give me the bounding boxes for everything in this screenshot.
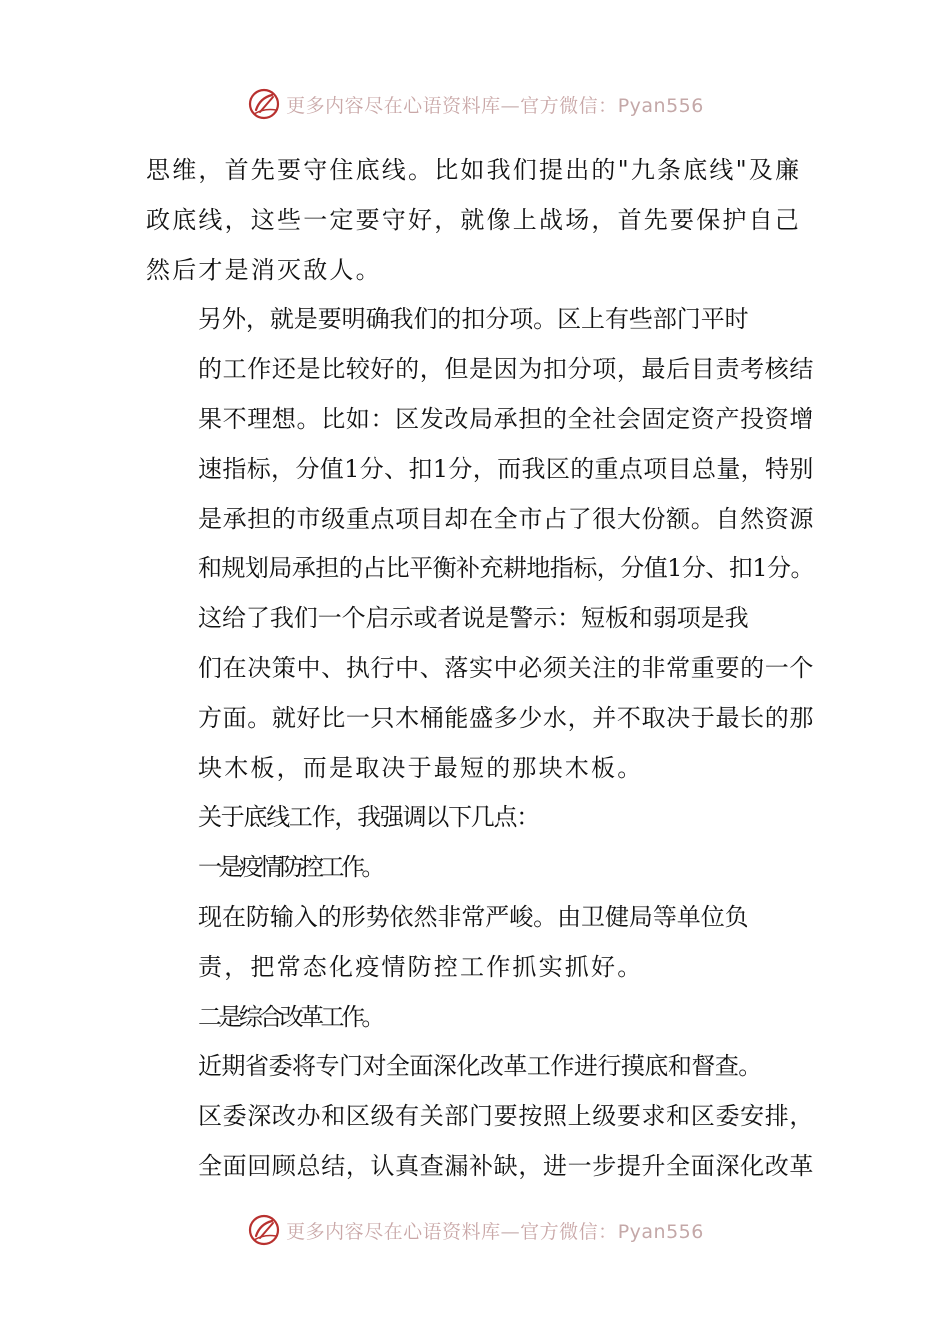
paragraph-line: 全面回顾总结，认真查漏补缺，进一步提升全面深化改革 [198,1151,814,1180]
paragraph-line: 政底线，这些一定要守好，就像上战场，首先要保护自己 [146,205,801,234]
footer-watermark [0,1210,950,1250]
watermark-text [286,91,704,118]
header-watermark [0,84,950,124]
paragraph-line: 思维，首先要守住底线。比如我们提出的"九条底线"及廉 [146,156,802,184]
paragraph-line: 的工作还是比较好的，但是因为扣分项，最后目责考核结 [198,355,814,384]
paragraph-line: 责，把常态化疫情防控工作抓实抓好。 [198,952,644,981]
paragraph-line: 区委深改办和区级有关部门要按照上级要求和区委安排， [198,1102,814,1131]
paragraph-line: 一是疫情防控工作。 [198,853,382,882]
paragraph-line: 是承担的市级重点项目却在全市占了很大份额。自然资源 [198,504,814,533]
watermark-brand: 更多内容尽在心语资料库 [286,1220,501,1243]
brand-logo-icon [246,1212,282,1248]
paragraph [146,1042,814,1191]
paragraph-line: 方面。就好比一只木桶能盛多少水，并不取决于最长的那 [198,703,814,732]
watermark-contact-label: 官方微信： [520,94,618,117]
paragraph [146,893,814,993]
paragraph [146,295,814,594]
watermark-separator: — [500,94,521,117]
watermark-text [286,1217,704,1244]
paragraph-line: 这给了我们一个启示或者说是警示：短板和弱项是我 [198,604,749,633]
watermark-contact-handle: Pyan556 [617,1220,704,1243]
paragraph-line: 和规划局承担的占比平衡补充耕地指标，分值1分、扣1分。 [198,554,814,583]
paragraph-line: 另外，就是要明确我们的扣分项。区上有些部门平时 [198,305,749,334]
brand-logo-icon [246,86,282,122]
watermark-contact-label: 官方微信： [520,1220,618,1243]
watermark-brand: 更多内容尽在心语资料库 [286,94,501,117]
paragraph [146,594,814,793]
paragraph-line: 现在防输入的形势依然非常严峻。由卫健局等单位负 [198,902,749,931]
paragraph-line: 关于底线工作，我强调以下几点： [198,803,539,832]
paragraph-line: 速指标，分值1分、扣1分，而我区的重点项目总量，特别 [198,454,814,483]
watermark-contact-handle: Pyan556 [617,94,704,117]
paragraph-line: 块木板，而是取决于最短的那块木板。 [198,753,644,782]
paragraph [146,993,814,1043]
paragraph-line: 二是综合改革工作。 [198,1002,382,1031]
paragraph-line: 然后才是消灭敌人。 [146,255,382,284]
paragraph-line: 近期省委将专门对全面深化改革工作进行摸底和督查。 [198,1052,762,1081]
watermark-separator: — [500,1220,521,1243]
paragraph-line: 果不理想。比如：区发改局承担的全社会固定资产投资增 [198,404,814,433]
paragraph [146,793,814,843]
document-body [146,146,814,1192]
paragraph-line: 们在决策中、执行中、落实中必须关注的非常重要的一个 [198,653,814,682]
paragraph [146,843,814,893]
paragraph [146,146,814,295]
